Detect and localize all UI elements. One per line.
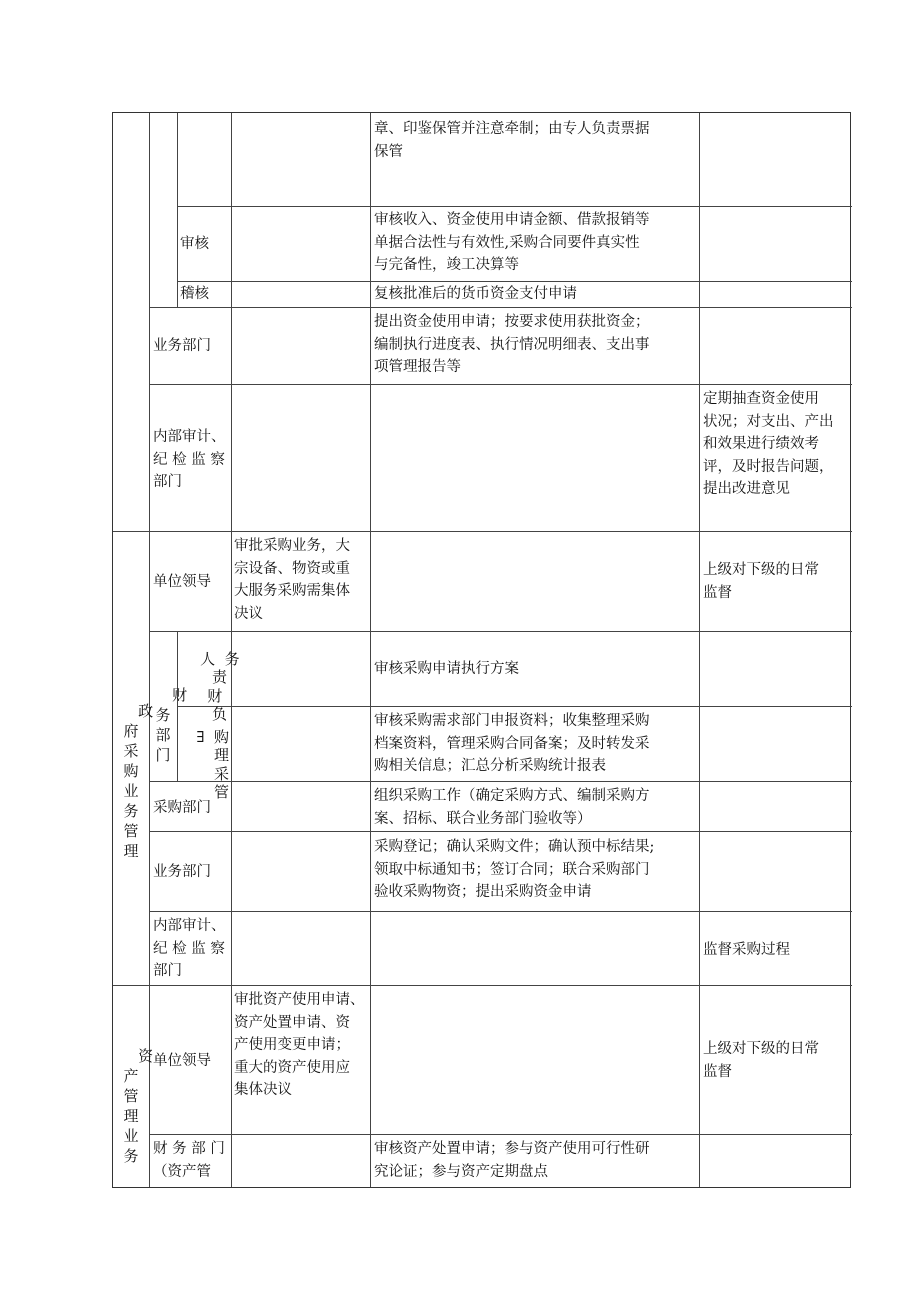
supervise-cell: 定期抽查资金使用 状况；对支出、产出 和效果进行绩效考 评，及时报告问题， 提出改进意见 bbox=[703, 391, 834, 497]
row-line bbox=[149, 831, 852, 832]
row-line bbox=[113, 531, 852, 532]
section-title-assets bbox=[119, 1026, 154, 1186]
approve-cell: 审批采购业务，大 宗设备、物资或重 大服务采购需集体 决议 bbox=[234, 538, 350, 622]
approve-cell: 审批资产使用申请、 资产处置申请、资 产使用变更申请； 重大的资产使用应 集体决议 bbox=[234, 992, 365, 1098]
execute-cell: 组织采购工作（确定采购方式、编制采购方 案、招标、联合业务部门验收等） bbox=[374, 788, 650, 827]
row-line bbox=[149, 384, 852, 385]
row-line bbox=[177, 281, 852, 282]
role-cell: 内部审计、 纪 检 监 察 部门 bbox=[153, 918, 226, 979]
row-line bbox=[149, 781, 852, 782]
role-cell: 采购部门 bbox=[153, 800, 211, 816]
execute-cell: 审核采购需求部门申报资料；收集整理采购 档案资料，管理采购合同备案；及时转发采 购相关信息；汇总分析采购统计报表 bbox=[374, 713, 650, 774]
sub-role-cell: 审核 bbox=[180, 236, 209, 252]
col-line bbox=[177, 113, 178, 307]
row-line bbox=[113, 985, 852, 986]
execute-cell: 采购登记；确认采购文件；确认预中标结果; 领取中标通知书；签订合同；联合采购部门 验收采购物资；提出采购资金申请 bbox=[374, 839, 655, 900]
role-cell: 单位领导 bbox=[153, 1053, 211, 1069]
col-line bbox=[699, 113, 700, 1187]
role-cell: 单位领导 bbox=[153, 574, 211, 590]
row-line bbox=[149, 631, 852, 632]
row-line bbox=[149, 307, 852, 308]
execute-cell: 章、印鉴保管并注意牵制；由专人负责票据 保管 bbox=[374, 121, 650, 160]
row-line bbox=[177, 706, 852, 707]
supervise-cell: 监督采购过程 bbox=[703, 942, 790, 958]
sub-role-label: ∃ 购 理 采 管 bbox=[194, 727, 229, 801]
row-line bbox=[177, 206, 852, 207]
execute-cell: 复核批准后的货币资金支付申请 bbox=[374, 286, 577, 302]
execute-cell: 提出资金使用申请；按要求使用获批资金； 编制执行进度表、执行情况明细表、支出事 项管理报告等 bbox=[374, 314, 650, 375]
col-line bbox=[149, 113, 150, 1187]
section-title: 政 府 采 购 业 务 管 理 bbox=[123, 702, 154, 860]
responsibility-table bbox=[112, 112, 851, 1188]
group-label: 财 务 部 门 bbox=[155, 686, 188, 764]
execute-cell: 审核收入、资金使用申请金额、借款报销等 单据合法性与有效性,采购合同要件真实性 与完备性，竣工决算等 bbox=[374, 212, 650, 273]
role-cell: 内部审计、 纪 检 监 察 部门 bbox=[153, 429, 226, 490]
role-cell: 业务部门 bbox=[153, 338, 211, 354]
sub-role-label: 人 务 责 财 负 bbox=[192, 649, 240, 723]
section-title-procurement bbox=[119, 681, 154, 881]
supervise-cell: 上级对下级的日常 监督 bbox=[703, 1041, 819, 1080]
execute-cell: 审核资产处置申请；参与资产使用可行性研 究论证；参与资产定期盘点 bbox=[374, 1141, 650, 1180]
section-title: 资 产 管 理 业 务 bbox=[123, 1047, 154, 1165]
sub-role-cell: 稽核 bbox=[180, 286, 209, 302]
row-line bbox=[149, 911, 852, 912]
execute-cell: 审核采购申请执行方案 bbox=[374, 661, 519, 677]
role-cell: 财 务 部 门 （资产管 bbox=[153, 1141, 225, 1180]
col-line bbox=[370, 113, 371, 1187]
group-label-finance bbox=[153, 665, 188, 785]
role-cell: 业务部门 bbox=[153, 864, 211, 880]
row-line bbox=[149, 1134, 852, 1135]
supervise-cell: 上级对下级的日常 监督 bbox=[703, 562, 819, 601]
